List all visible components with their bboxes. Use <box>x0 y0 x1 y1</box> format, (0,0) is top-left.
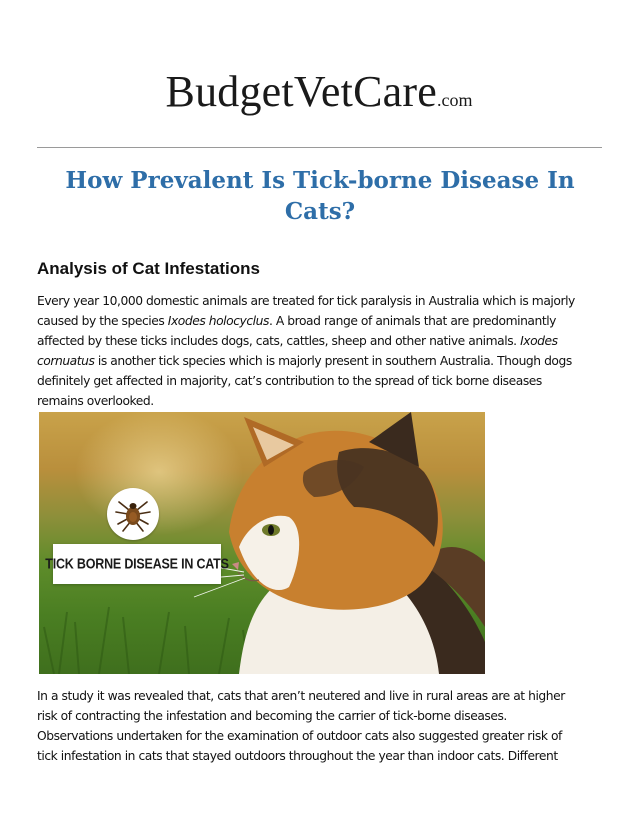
paragraph-study <box>37 686 603 766</box>
paragraph-line: cornuatus is another tick species which is majorly present in southern Australia. Though dogs <box>37 354 572 368</box>
paragraph-line: Observations undertaken for the examination of outdoor cats also suggested greater risk of <box>37 729 562 743</box>
paragraph-line: definitely get affected in majority, cat’s contribution to the spread of tick borne diseases <box>37 374 542 388</box>
paragraph-line: tick infestation in cats that stayed outdoors throughout the year than indoor cats. Different <box>37 749 558 763</box>
image-caption-banner <box>45 544 229 584</box>
species-name: Ixodes <box>520 334 558 348</box>
paragraph-line: risk of contracting the infestation and becoming the carrier of tick-borne diseases. <box>37 709 507 723</box>
paragraph-line: remains overlooked. <box>37 394 154 408</box>
tick-icon <box>107 488 159 540</box>
species-name: Ixodes holocyclus <box>167 314 269 328</box>
site-logo-tld: .com <box>436 90 473 110</box>
cat-illustration <box>39 412 485 674</box>
site-logo[interactable] <box>0 66 638 117</box>
paragraph-line: In a study it was revealed that, cats that aren’t neutered and live in rural areas are at higher <box>37 689 565 703</box>
paragraph-line: Every year 10,000 domestic animals are treated for tick paralysis in Australia which is majorly <box>37 294 575 308</box>
paragraph-intro <box>37 291 603 411</box>
section-heading: Analysis of Cat Infestations <box>37 259 260 278</box>
article-title: How Prevalent Is Tick-borne Disease In Cats? <box>65 167 575 225</box>
header-divider <box>37 147 602 148</box>
species-name: cornuatus <box>37 354 95 368</box>
site-logo-brand: BudgetVetCare <box>165 67 437 116</box>
paragraph-line: affected by these ticks includes dogs, cats, cattles, sheep and other native animals. Ixodes <box>37 334 558 348</box>
cat-photo <box>39 412 485 674</box>
paragraph-line: caused by the species Ixodes holocyclus. A broad range of animals that are predominantly <box>37 314 557 328</box>
image-caption-text: TICK BORNE DISEASE IN CATS <box>45 555 229 573</box>
